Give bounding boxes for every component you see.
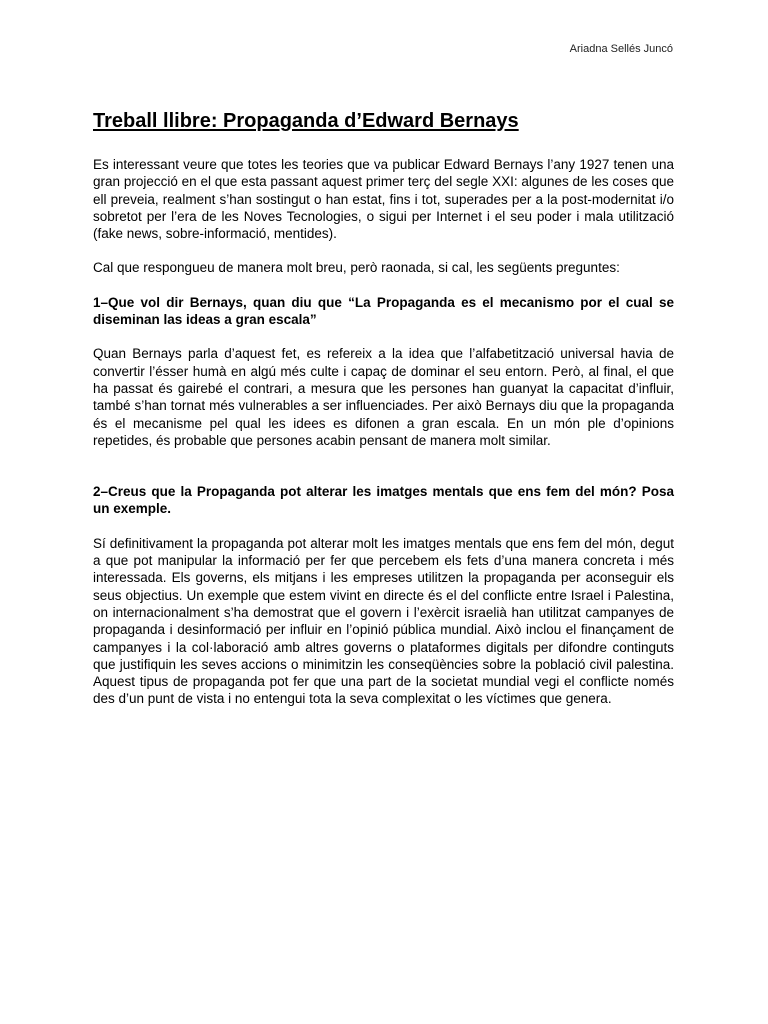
question-1: 1–Que vol dir Bernays, quan diu que “La Propaganda es el mecanismo por el cual se diseminan las ideas a gran escala” [93, 294, 674, 328]
answer-1: Quan Bernays parla d’aquest fet, es refereix a la idea que l’alfabetització universal havia de convertir l’ésser humà en algú més culte i capaç de dominar el seu entorn. Però, al final, el que ha passat és gairebé el contrari, a mesura que les persones han guanyat la capacitat d’influir, també s’han tornat més vulnerables a ser influenciades. Per això Bernays diu que la propaganda és el mecanisme pel qual les idees es difonen a gran escala. En un món ple d’opinions repetides, és probable que persones acabin pensant de manera molt similar. [93, 346, 674, 448]
page-title: Treball llibre: Propaganda d’Edward Bernays [93, 110, 519, 132]
answer-2: Sí definitivament la propaganda pot alterar molt les imatges mentals que ens fem del món, degut a que pot manipular la informació per fer que percebem els fets d’una manera concreta i més interessada. Els governs, els mitjans i les empreses utilitzen la propaganda per aconseguir els seus objectius. Un exemple que estem vivint en directe és el del conflicte entre Israel i Palestina, on internacionalment s’ha demostrat que el govern i l’exèrcit israelià han utilitzat campanyes de propaganda i desinformació per influir en l’opinió pública mundial. Això inclou el finançament de campanyes i la col·laboració amb altres governs o plataformes digitals per difondre continguts que justifiquin les seves accions o minimitzin les conseqüències sobre la població civil palestina. Aquest tipus de propaganda pot fer que una part de la societat mundial vegi el conflicte només des d’un punt de vista i no entengui tota la seva complexitat o les víctimes que genera. [93, 535, 674, 707]
spacer [93, 466, 674, 483]
intro-paragraph: Es interessant veure que totes les teories que va publicar Edward Bernays l’any 1927 tenen una gran projecció en el que esta passant aquest primer terç del segle XXI: algunes de les coses que ell preveia, realment s’han sostingut o han estat, fins i tot, superades per a la post-modernitat i/o sobretot per l’era de les Noves Tecnologies, o sigui per Internet i el seu poder i mala utilització (fake news, sobre-informació, mentides). [93, 157, 674, 242]
document-body [93, 108, 674, 725]
instructions-paragraph: Cal que respongueu de manera molt breu, però raonada, si cal, les següents preguntes: [93, 260, 620, 276]
question-2: 2–Creus que la Propaganda pot alterar les imatges mentals que ens fem del món? Posa un exemple. [93, 484, 674, 517]
author-name: Ariadna Sellés Juncó [569, 43, 673, 55]
